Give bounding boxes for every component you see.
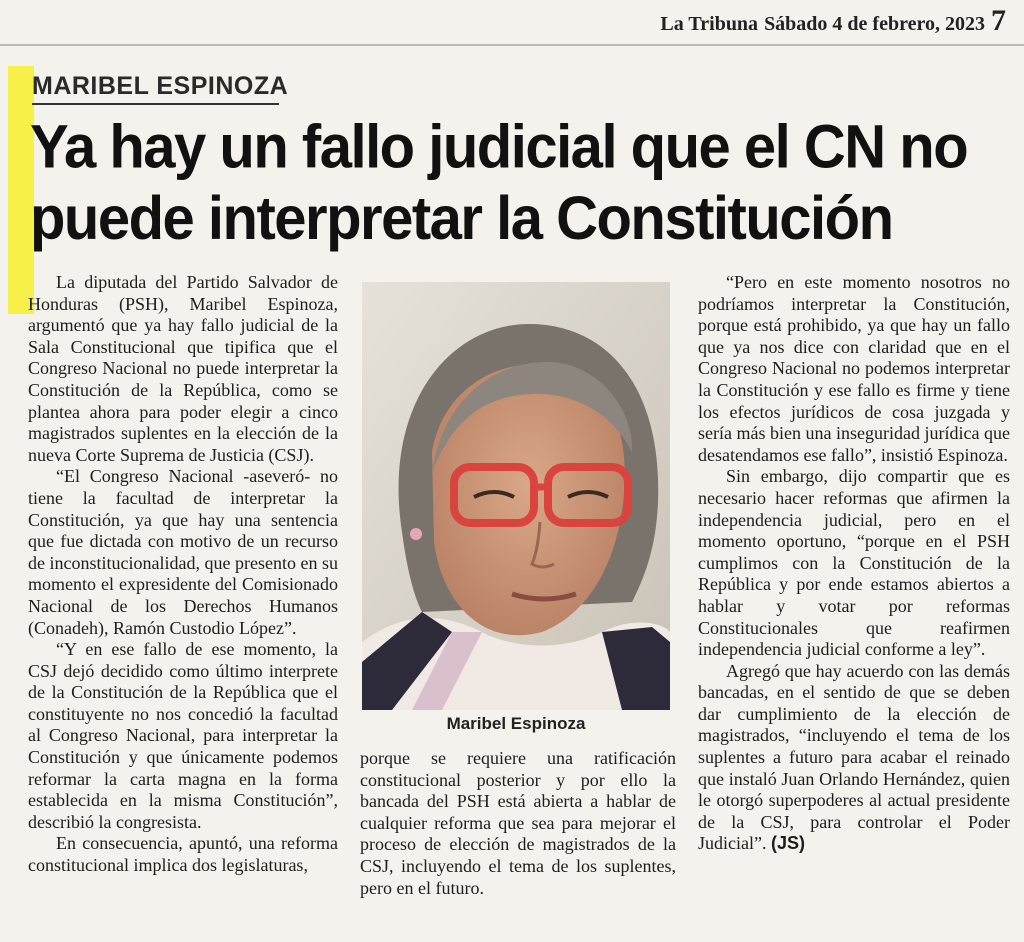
top-rule <box>0 44 1024 46</box>
newspaper-name: La Tribuna <box>660 13 759 35</box>
issue-date: Sábado 4 de febrero, 2023 <box>764 13 985 35</box>
article-column-2 <box>360 748 676 899</box>
paragraph: En consecuencia, apuntó, una reforma constitucional implica dos legislaturas, <box>28 833 338 876</box>
paragraph: “Pero en este momento nosotros no podríamos interpretar la Constitución, porque está prohibido, ya que hay un fallo que ya nos dice con claridad que en el Congreso Nacional no podemos interpretar la Constitución y ese fallo es firme y tiene los efectos jurídicos de cosa juzgada y sería más bien una inseguridad jurídica que desatendamos ese fallo”, insistió Espinoza. <box>698 272 1010 465</box>
page-number: 7 <box>991 4 1006 37</box>
bleed-through-text <box>348 250 688 272</box>
paragraph: Sin embargo, dijo compartir que es necesario hacer reformas que afirmen la independencia judicial, pero en el momento oportuno, “porque en el PSH cumplimos con la Constitución de la República y por ende estamos abiertos a hablar y votar por reformas Constitucionales que reafirmen independencia judicial conforme a ley”. <box>698 466 1010 660</box>
photo-caption: Maribel Espinoza <box>446 714 586 733</box>
author-signature: (JS) <box>770 833 805 854</box>
article-headline: Ya hay un fallo judicial que el CN no puede interpretar la Constitución <box>30 113 968 253</box>
masthead <box>660 4 1006 36</box>
article-byline: MARIBEL ESPINOZA <box>32 72 289 100</box>
paragraph <box>698 661 1010 855</box>
article-column-1 <box>28 272 338 877</box>
article-column-3 <box>698 272 1010 855</box>
paragraph: La diputada del Partido Salvador de Honduras (PSH), Maribel Espinoza, argumentó que ya hay fallo judicial de la Sala Constitucional que tipifica que el Congreso Nacional no puede interpretar la Constitución de la República, como se plantea ahora para poder elegir a cinco magistrados suplentes en la elección de la nueva Corte Suprema de Justicia (CSJ). <box>28 272 338 465</box>
paragraph: “El Congreso Nacional -aseveró- no tiene la facultad de interpretar la Constitución, ya que hay una sentencia que fue dictada con motivo de un recurso de inconstitucionalidad, que presento en su momento el expresidente del Comisionado Nacional de los Derechos Humanos (Conadeh), Ramón Custodio López”. <box>28 466 338 638</box>
paragraph: “Y en ese fallo de ese momento, la CSJ dejó decidido como último interprete de la Constitución de la República que el constituyente no nos concedió la facultad al Congreso Nacional, para interpretar la Constitución y que únicamente podemos reformar la carta magna en la forma establecida en la misma Constitución”, describió la congresista. <box>28 639 338 832</box>
paragraph: porque se requiere una ratificación constitucional posterior y por ello la bancada del PSH está abierta a hablar de cualquier reforma que sea para mejorar el proceso de elección de magistrados de la CSJ, incluyendo el tema de los suplentes, pero en el futuro. <box>360 748 676 898</box>
byline-underline <box>32 103 279 105</box>
portrait-photo <box>362 282 670 710</box>
paragraph-text: Agregó que hay acuerdo con las demás bancadas, en el sentido de que se deben dar cumplimiento de la elección de magistrados, “incluyendo el tema de los suplentes a futuro para acabar el reinado que instaló Juan Orlando Hernández, quien le otorgó superpoderes al actual presidente de la CSJ, para controlar el Poder Judicial”. <box>698 660 1010 854</box>
